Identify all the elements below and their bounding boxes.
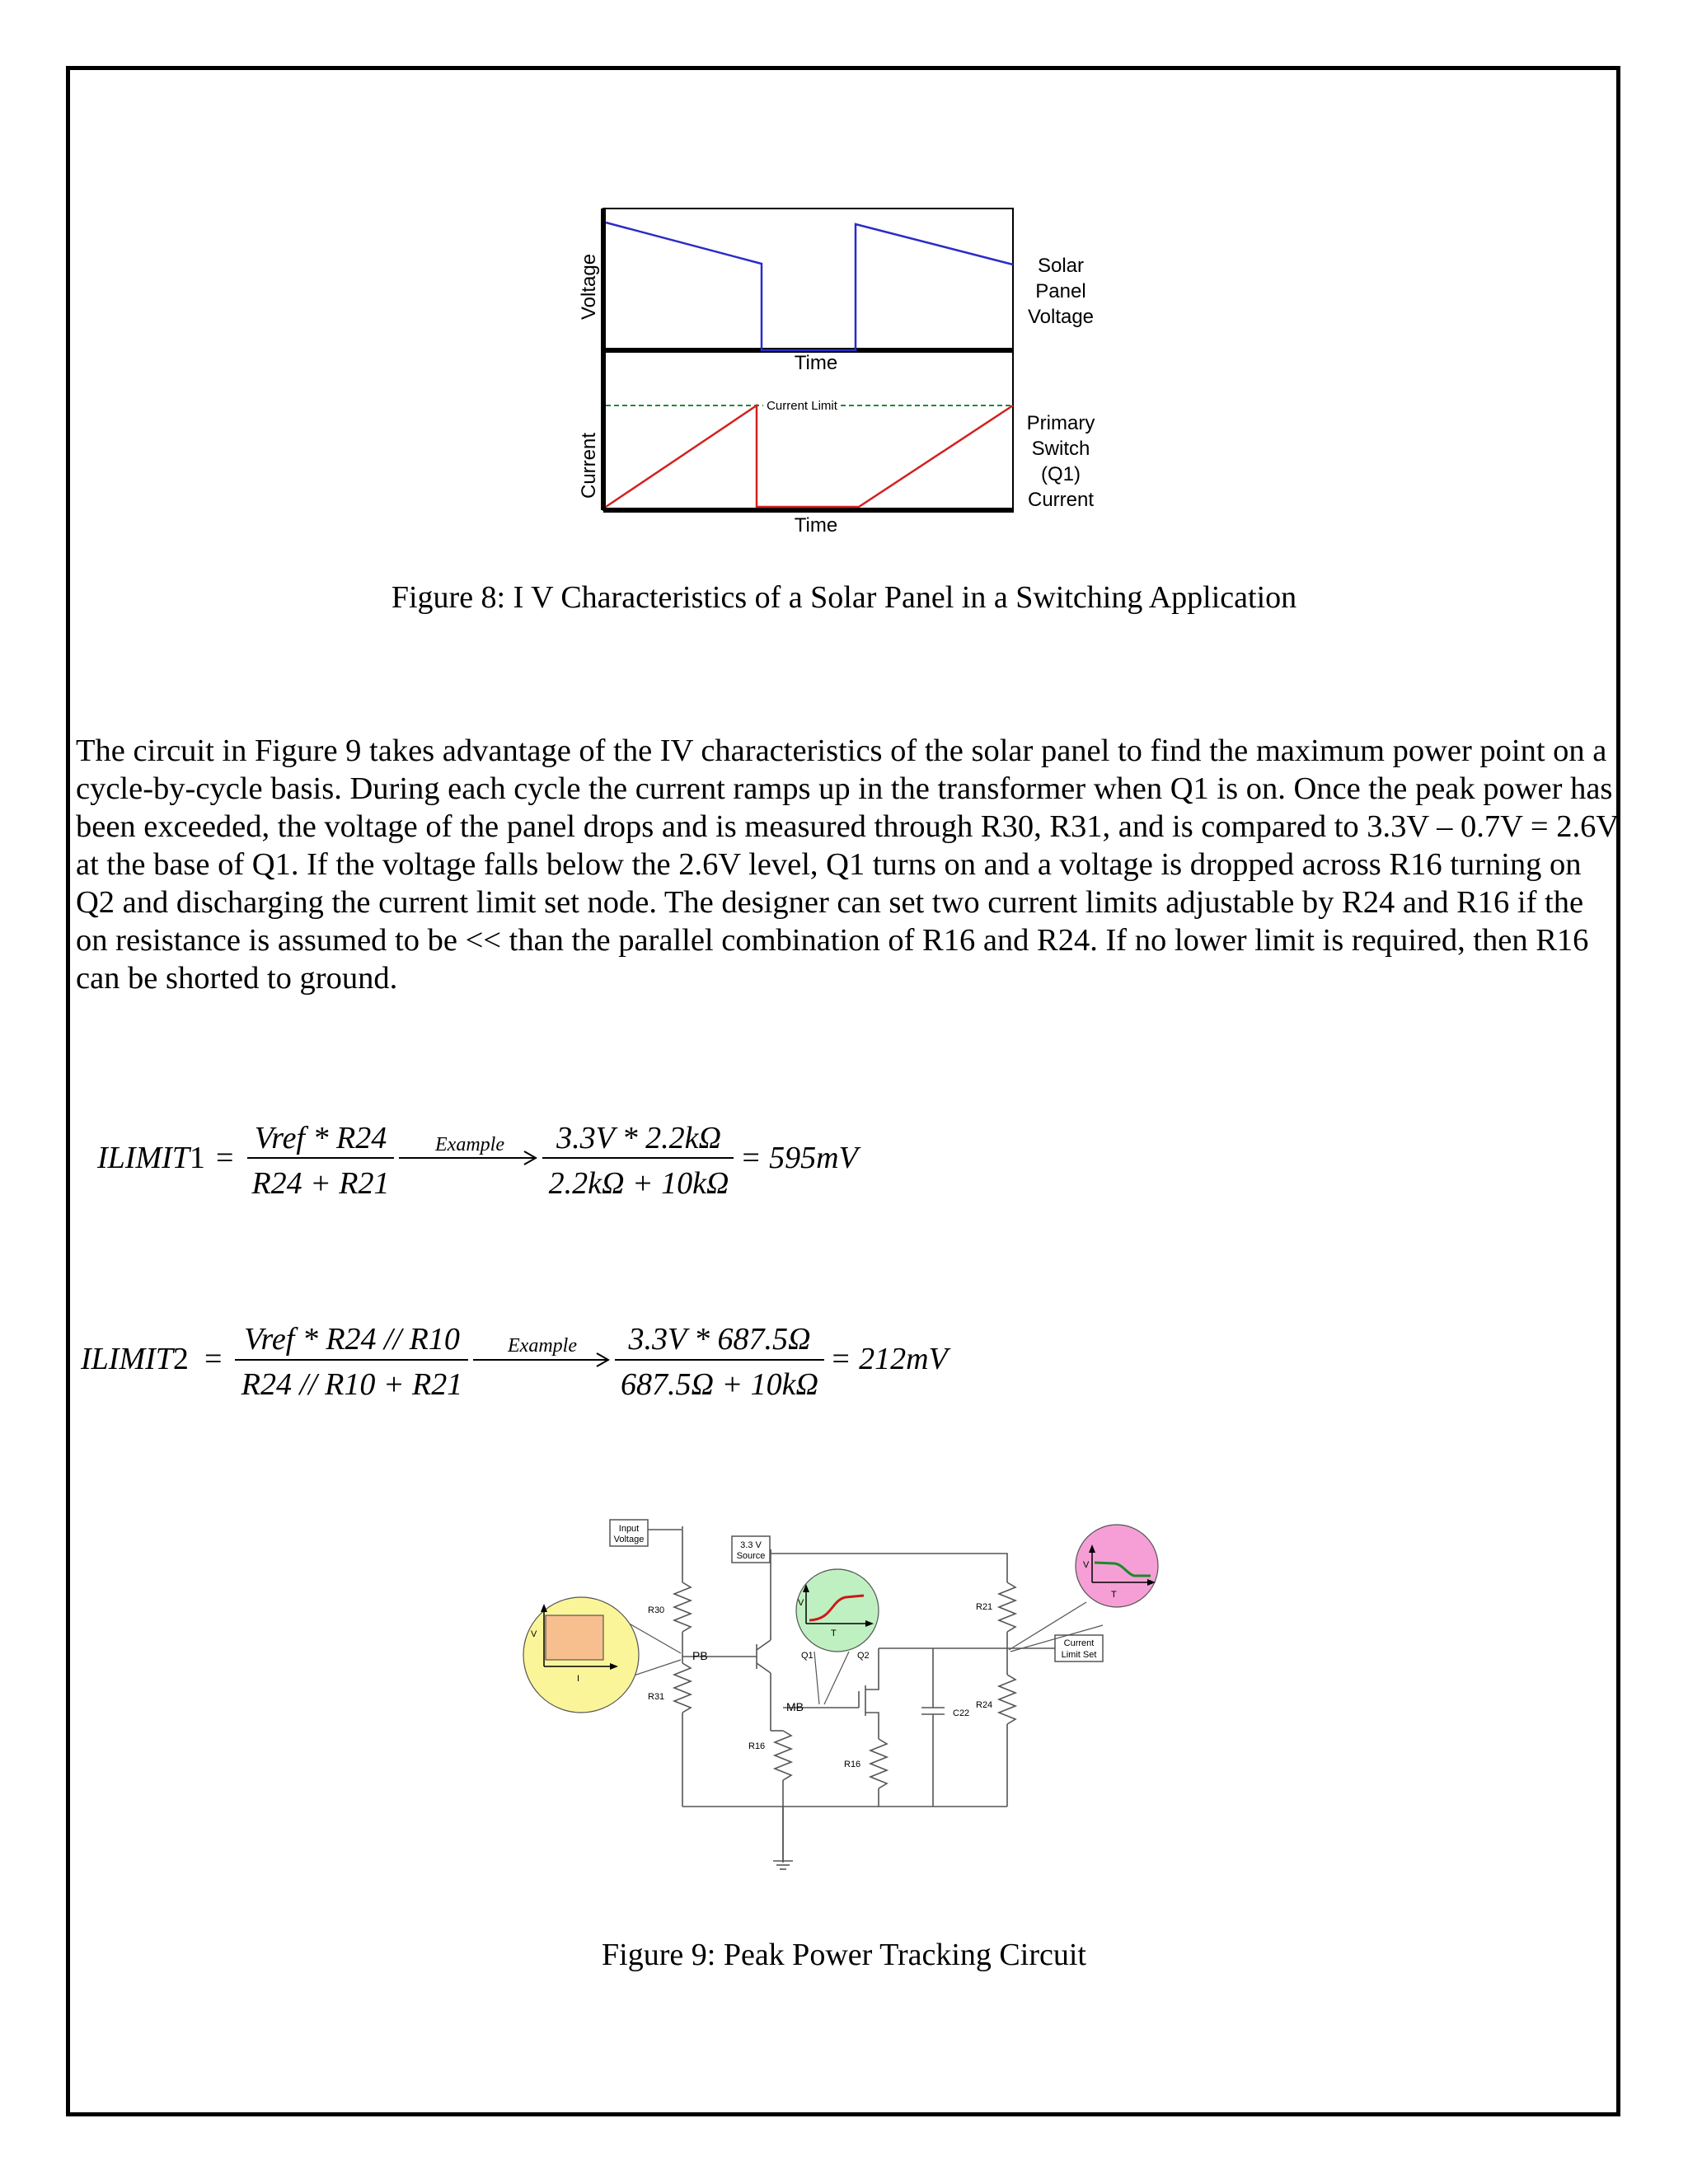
equation-2 xyxy=(80,1322,951,1402)
figure-9-caption: Figure 9: Peak Power Tracking Circuit xyxy=(602,1938,1086,1972)
r16-left-resistor xyxy=(775,1731,791,1780)
eq1-lhs: ILIMIT1 xyxy=(97,1141,205,1175)
wire-input-to-r30 xyxy=(648,1530,682,1582)
eq1-num2: 3.3V * 2.2kΩ xyxy=(556,1121,721,1155)
current-limit-label: Current Limit xyxy=(767,399,837,413)
right-label-bottom-line: (Q1) xyxy=(1041,463,1081,485)
label-r30: R30 xyxy=(648,1605,665,1615)
right-label-top xyxy=(1028,255,1094,328)
input-voltage-label-2: Voltage xyxy=(613,1535,645,1544)
r21-resistor xyxy=(999,1582,1015,1632)
voltage-axis-label: Voltage xyxy=(578,253,600,321)
label-r31: R31 xyxy=(648,1692,665,1702)
r31-resistor xyxy=(674,1663,691,1713)
eq2-equals: = xyxy=(204,1342,223,1376)
current-trace xyxy=(606,405,1013,507)
iv-rect xyxy=(546,1615,603,1660)
label-pb: PB xyxy=(692,1649,708,1662)
r24-resistor xyxy=(999,1675,1015,1724)
right-label-top-line: Voltage xyxy=(1027,306,1095,328)
right-label-top-line: Panel xyxy=(1035,280,1086,302)
figure-9-circuit xyxy=(0,1500,1688,1912)
eq2-result: = 212mV xyxy=(830,1342,948,1376)
iv-label-i: I xyxy=(577,1674,580,1684)
time-label-top: Time xyxy=(794,352,838,374)
eq2-num1: Vref * R24 // R10 xyxy=(244,1322,460,1357)
figure-8-caption: Figure 8: I V Characteristics of a Solar Panel in a Switching Application xyxy=(391,580,1297,615)
equation-1 xyxy=(96,1121,861,1201)
eq2-den1: R24 // R10 + R21 xyxy=(241,1367,463,1402)
label-r16-left: R16 xyxy=(748,1741,766,1751)
eq1-den2: 2.2kΩ + 10kΩ xyxy=(548,1166,729,1201)
vt-bubble-circle xyxy=(796,1569,879,1652)
current-axis-label: Current xyxy=(578,432,600,499)
iv-label-v: V xyxy=(531,1629,537,1639)
eq1-arrow-label: Example xyxy=(435,1134,504,1155)
label-q2: Q2 xyxy=(857,1651,870,1661)
iv-arrow-v xyxy=(541,1604,547,1612)
r16-right-resistor xyxy=(870,1739,887,1788)
label-r16-right: R16 xyxy=(844,1760,861,1769)
eq2-den2: 687.5Ω + 10kΩ xyxy=(621,1367,818,1402)
label-r24: R24 xyxy=(976,1700,993,1710)
eq1-result: = 595mV xyxy=(740,1141,858,1175)
label-r21: R21 xyxy=(976,1602,993,1612)
eq2-arrow-label: Example xyxy=(508,1335,577,1357)
input-voltage-label-1: Input xyxy=(618,1524,640,1534)
figure-8-waveforms xyxy=(0,0,1688,577)
label-q1: Q1 xyxy=(801,1651,814,1661)
voltage-trace xyxy=(606,223,1013,350)
pink-bubble xyxy=(1009,1525,1158,1652)
vt-bubble-pointer-2 xyxy=(824,1652,849,1704)
right-label-bottom-line: Primary xyxy=(1026,412,1095,434)
q1-collector xyxy=(757,1640,771,1650)
eq1-equals: = xyxy=(216,1141,234,1175)
right-label-bottom-line: Switch xyxy=(1031,438,1090,460)
vt-bubble-pointer-1 xyxy=(814,1652,819,1704)
eq2-num2: 3.3V * 687.5Ω xyxy=(628,1322,811,1357)
right-label-bottom-line: Current xyxy=(1027,489,1095,511)
wire-source-top xyxy=(771,1549,1007,1582)
vt-label-t: T xyxy=(831,1629,837,1638)
q1-emitter xyxy=(757,1663,771,1673)
label-mb: MB xyxy=(786,1700,804,1713)
right-label-bottom xyxy=(1027,412,1095,511)
pink-label-t: T xyxy=(1111,1590,1117,1600)
time-label-bottom: Time xyxy=(794,514,838,537)
right-label-top-line: Solar xyxy=(1037,255,1085,277)
current-limit-label-1: Current xyxy=(1063,1638,1095,1648)
label-c22: C22 xyxy=(953,1708,970,1718)
eq1-den1: R24 + R21 xyxy=(251,1166,390,1201)
eq2-lhs: ILIMIT2 xyxy=(81,1342,189,1376)
pink-label-v: V xyxy=(1083,1560,1090,1570)
r30-resistor xyxy=(674,1582,691,1632)
vt-label-v: V xyxy=(798,1598,804,1608)
eq1-num1: Vref * R24 xyxy=(254,1121,387,1155)
body-paragraph: The circuit in Figure 9 takes advantage of the IV characteristics of the solar panel to find the maximum power point on a cycle-by-cycle basis. During each cycle the current ramps up in the transformer when Q1 is on. Once the peak power has been exceeded, the voltage of the panel drops and is measured through R30, R31, and is compared to 3.3V – 0.7V = 2.6V at the base of Q1. If the voltage falls below the 2.6V level, Q1 turns on and a voltage is dropped across R16 turning on Q2 and discharging the current limit set node. The designer can set two current limits adjustable by R24 and R16 if the on resistance is assumed to be << than the parallel combination of R16 and R24. If no lower limit is required, then R16 can be shorted to ground. xyxy=(76,733,1619,996)
source-label-2: Source xyxy=(736,1551,766,1561)
q2-source xyxy=(865,1713,879,1739)
source-label-1: 3.3 V xyxy=(740,1540,762,1550)
current-limit-label-2: Limit Set xyxy=(1061,1650,1097,1660)
vt-bubble xyxy=(796,1569,879,1704)
